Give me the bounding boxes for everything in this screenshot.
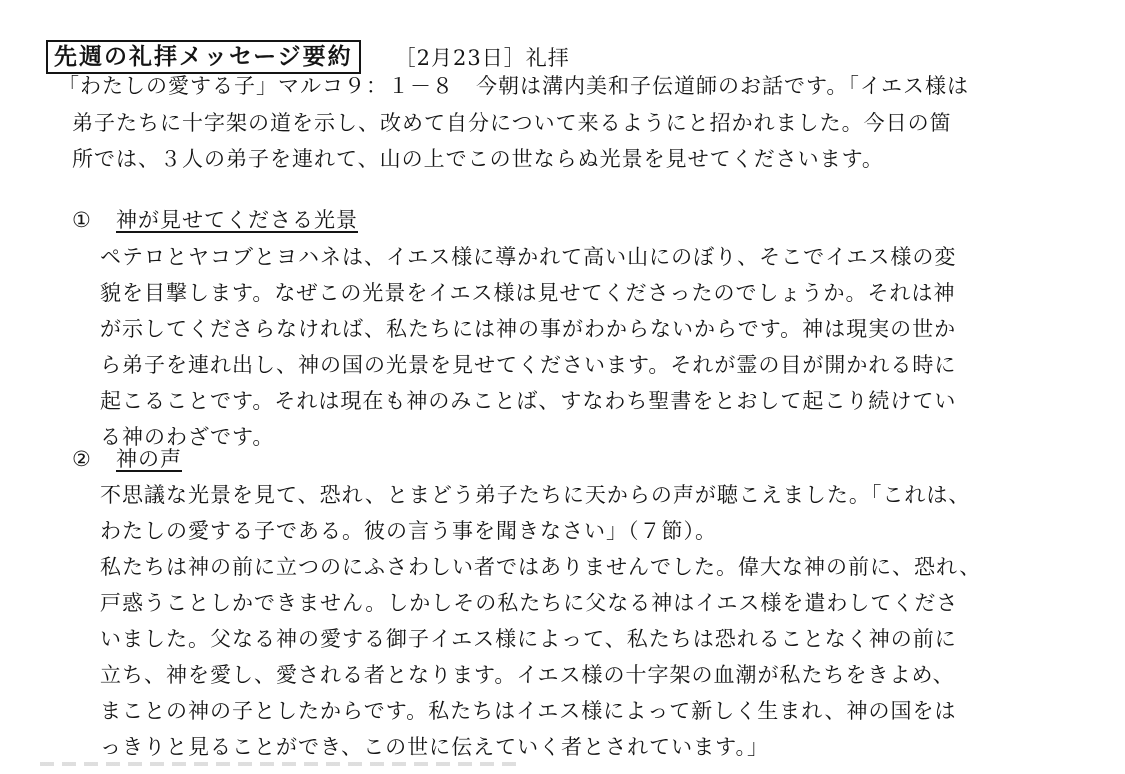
section-line: 戸惑うことしかできません。しかしその私たちに父なる神はイエス様を遣わしてくださ (100, 591, 959, 615)
section-title: 神の声 (116, 447, 182, 471)
section-line: いました。父なる神の愛する御子イエス様によって、私たちは恐れることなく神の前に (100, 627, 957, 651)
intro-line: 弟子たちに十字架の道を示し、改めて自分について来るようにと招かれました。今日の箇 (72, 111, 952, 135)
intro-line: 所では、３人の弟子を連れて、山の上でこの世ならぬ光景を見せてくださいます。 (72, 147, 884, 171)
section-number: ① (72, 208, 91, 232)
section-line: 不思議な光景を見て、恐れ、とまどう弟子たちに天からの声が聴こえました。「これは、 (100, 483, 971, 507)
section-line: 立ち、神を愛し、愛される者となります。イエス様の十字架の血潮が私たちをきよめ、 (100, 663, 955, 687)
section-line: 起こることです。それは現在も神のみことば、すなわち聖書をとおして起こり続けてい (100, 389, 957, 413)
section-line: 貌を目撃します。なぜこの光景をイエス様は見せてくださったのでしょうか。それは神 (100, 281, 956, 305)
section-number: ② (72, 447, 91, 471)
section-line: ら弟子を連れ出し、神の国の光景を見せてくださいます。それが霊の目が開かれる時に (100, 353, 957, 377)
section-heading (72, 206, 358, 234)
section-line: 私たちは神の前に立つのにふさわしい者ではありませんでした。偉大な神の前に、恐れ、 (100, 555, 982, 579)
section-line: わたしの愛する子である。彼の言う事を聞きなさい」（７節）。 (100, 519, 717, 543)
section-line: が示してくださらなければ、私たちには神の事がわからないからです。神は現実の世か (100, 317, 957, 341)
section-line: ペテロとヤコブとヨハネは、イエス様に導かれて高い山にのぼり、そこでイエス様の変 (100, 245, 957, 269)
intro-line: 「わたしの愛する子」マルコ９：１－８ 今朝は溝内美和子伝道師のお話です。「イエス様は (58, 74, 969, 98)
section-line: っきりと見ることができ、この世に伝えていく者とされています。」 (100, 735, 769, 759)
page-title: 先週の礼拝メッセージ要約 (46, 40, 361, 74)
section-line: まことの神の子としたからです。私たちはイエス様によって新しく生まれ、神の国をは (100, 699, 957, 723)
section-line: る神のわざです。 (100, 425, 275, 449)
document-header (46, 38, 570, 76)
scan-artifact (40, 762, 520, 766)
section-heading (72, 445, 182, 473)
section-title: 神が見せてくださる光景 (116, 208, 358, 232)
service-date: ［2月23日］礼拝 (394, 46, 570, 70)
